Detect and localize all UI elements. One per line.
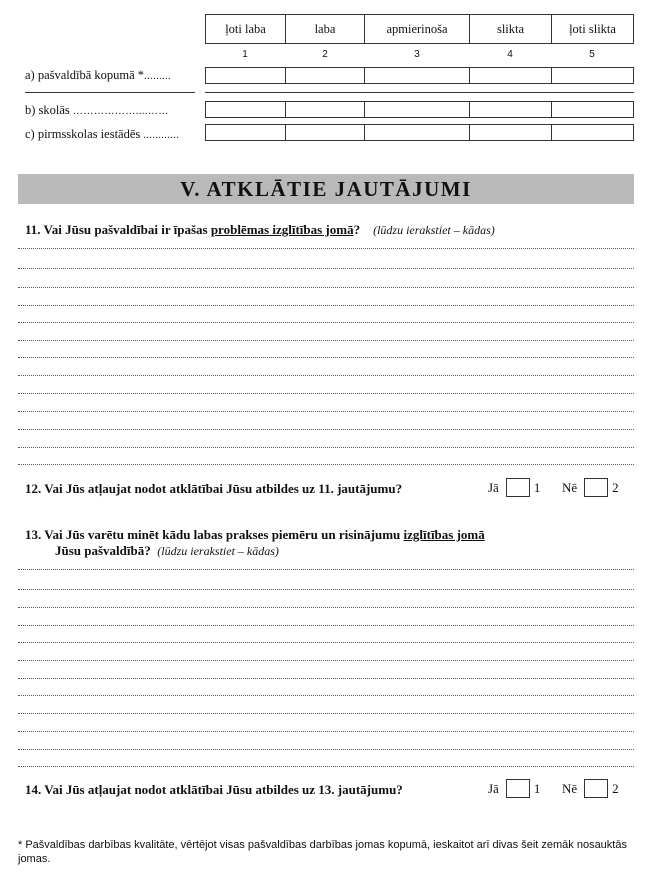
footnote: * Pašvaldības darbības kvalitāte, vērtējot visas pašvaldības darbības jomas kopumā, ieskaitot arī divas šeit zemāk nosauktās jomas.: [18, 839, 627, 865]
answer-line: [18, 305, 634, 306]
scale-number-2: 2: [322, 49, 328, 60]
answer-line: [18, 248, 634, 249]
header-satisfactory: apmierinoša: [364, 14, 470, 44]
answer-line: [18, 713, 634, 714]
answer-line: [18, 375, 634, 376]
answer-line: [18, 625, 634, 626]
answer-line: [18, 589, 634, 590]
header-good: laba: [285, 14, 365, 44]
rating-cell[interactable]: [205, 124, 286, 141]
question-13: 13. Vai Jūs varētu minēt kādu labas prakses piemēru un risinājumu izglītības jomā: [25, 527, 485, 542]
header-very-bad: ļoti slikta: [551, 14, 634, 44]
header-bad: slikta: [469, 14, 552, 44]
question-14: 14. Vai Jūs atļaujat nodot atklātībai Jūsu atbildes uz 13. jautājumu?: [25, 782, 403, 797]
answer-line: [18, 357, 634, 358]
answer-line: [18, 429, 634, 430]
answer-line: [18, 287, 634, 288]
answer-line: [18, 393, 634, 394]
section-title: V. ATKLĀTIE JAUTĀJUMI: [18, 174, 634, 204]
answer-line: [18, 678, 634, 679]
answer-line: [18, 695, 634, 696]
answer-line: [18, 268, 634, 269]
question-13-line2: Jūsu pašvaldībā? (lūdzu ierakstiet – kādas): [55, 543, 279, 558]
answer-line: [18, 340, 634, 341]
q14-yes-option: Jā 1: [488, 779, 540, 798]
rating-cell[interactable]: [364, 67, 470, 84]
scale-number-3: 3: [414, 49, 420, 60]
row-divider: [25, 92, 195, 93]
q12-yes-option: Jā 1: [488, 478, 540, 497]
answer-line: [18, 607, 634, 608]
header-very-good: ļoti laba: [205, 14, 286, 44]
q14-no-checkbox[interactable]: [584, 779, 608, 798]
rating-cell[interactable]: [469, 67, 552, 84]
answer-line: [18, 411, 634, 412]
q14-no-option: Nē 2: [562, 779, 619, 798]
rating-cell[interactable]: [285, 124, 365, 141]
rating-cell[interactable]: [364, 124, 470, 141]
answer-line: [18, 766, 634, 767]
question-12: 12. Vai Jūs atļaujat nodot atklātībai Jūsu atbildes uz 11. jautājumu?: [25, 481, 403, 496]
row-label-schools: b) skolās ………………....……: [25, 103, 169, 117]
rating-cell[interactable]: [551, 67, 634, 84]
answer-line: [18, 660, 634, 661]
scale-number-1: 1: [242, 49, 248, 60]
rating-cell[interactable]: [364, 101, 470, 118]
rating-cell[interactable]: [469, 124, 552, 141]
row-label-municipality: a) pašvaldībā kopumā *.........: [25, 68, 172, 82]
scale-number-5: 5: [589, 49, 595, 60]
rating-cell[interactable]: [551, 101, 634, 118]
rating-cell[interactable]: [285, 101, 365, 118]
rating-cell[interactable]: [285, 67, 365, 84]
answer-line: [18, 464, 634, 465]
answer-line: [18, 322, 634, 323]
rating-cell[interactable]: [469, 101, 552, 118]
q12-no-option: Nē 2: [562, 478, 619, 497]
rating-cell[interactable]: [205, 101, 286, 118]
answer-line: [18, 447, 634, 448]
q14-yes-checkbox[interactable]: [506, 779, 530, 798]
question-11: 11. Vai Jūsu pašvaldībai ir īpašas problēmas izglītības jomā? (lūdzu ierakstiet – kādas): [25, 222, 495, 237]
answer-line: [18, 749, 634, 750]
answer-line: [18, 731, 634, 732]
rating-cell[interactable]: [205, 67, 286, 84]
q12-no-checkbox[interactable]: [584, 478, 608, 497]
answer-line: [18, 569, 634, 570]
row-divider: [205, 92, 634, 93]
q12-yes-checkbox[interactable]: [506, 478, 530, 497]
answer-line: [18, 642, 634, 643]
row-label-preschools: c) pirmsskolas iestādēs ............: [25, 127, 180, 141]
scale-number-4: 4: [507, 49, 513, 60]
rating-cell[interactable]: [551, 124, 634, 141]
